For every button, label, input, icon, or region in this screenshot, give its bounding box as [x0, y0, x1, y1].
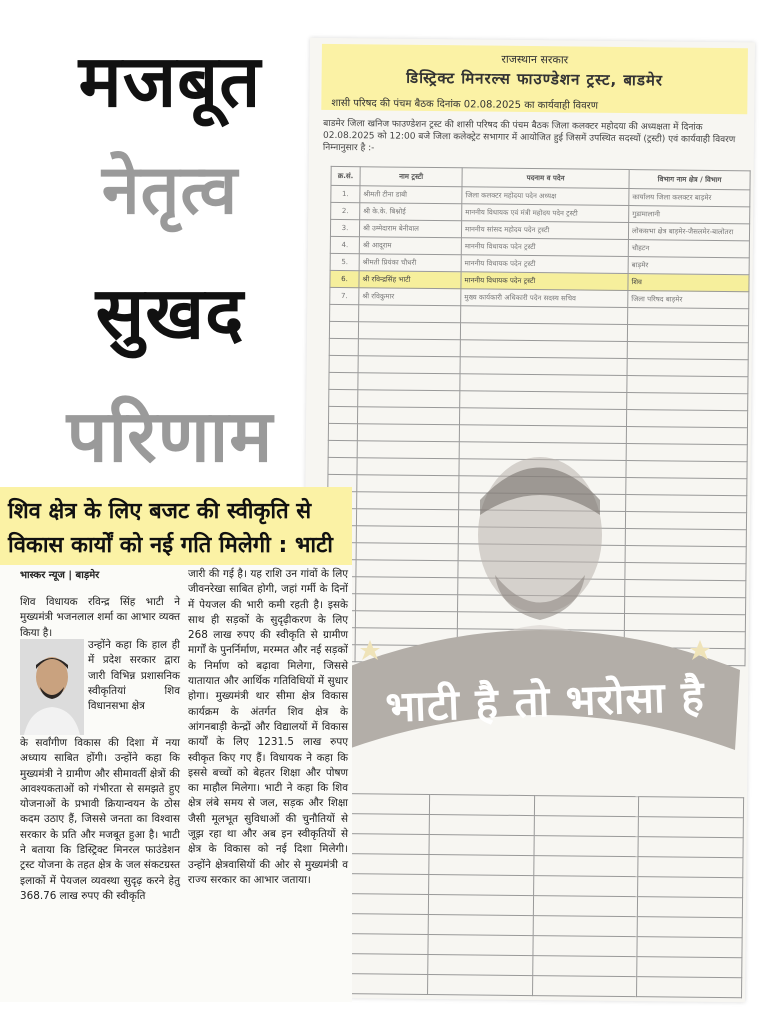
table-cell [627, 376, 748, 394]
table-cell: माननीय विधायक पदेन ट्रस्टी [461, 255, 628, 274]
table-cell [459, 408, 626, 427]
table-cell: गुडामालानी [629, 206, 750, 224]
table-cell [627, 393, 748, 411]
news-headline-box [0, 487, 352, 565]
table-cell [637, 977, 742, 998]
table-cell [329, 372, 358, 389]
table-cell: 6. [330, 270, 359, 287]
table-cell [329, 338, 358, 355]
table-cell: 1. [331, 185, 360, 202]
table-header: नाम ट्रस्टी [360, 167, 462, 187]
table-cell [627, 325, 748, 343]
table-cell [429, 814, 534, 835]
table-cell [358, 390, 460, 408]
table-cell [627, 342, 748, 360]
table-cell [532, 956, 637, 977]
table-cell [628, 308, 749, 326]
table-cell [460, 323, 627, 342]
table-cell: श्री रविन्द्रसिंह भाटी [359, 271, 461, 289]
table-cell: मुख्य कार्यकारी अधिकारी पदेन सदस्य सचिव [461, 289, 628, 308]
news-byline: भास्कर न्यूज | बाड़मेर [20, 570, 100, 581]
news-paragraph: जारी की गई है। यह राशि उन गांवों के लिए जीवनरेखा साबित होगी, जहां गर्मी के दिनों में पेयजल की भारी कमी रहती है। इसके साथ ही सड़कों के सुदृढ़ीकरण के लिए 268 लाख रुपए की स्वीकृति से ग्रामीण मार्गों के पुनर्निर्माण, मरम्मत और नई सड़कों के निर्माण को बढ़ावा मिलेगा, जिससे यातायात और आर्थिक गतिविधियों में सुधार होगा। मुख्यमंत्री थार सीमा क्षेत्र विकास कार्यक्रम के अंतर्गत शिव क्षेत्र के आंगनबाड़ी केन्द्रों और विद्यालयों में विकास कार्यों के लिए 1231.5 लाख रुपए स्वीकृत किए गए हैं। विधायक ने कहा कि इससे बच्चों को बेहतर शिक्षा और पोषण का माहौल मिलेगा। भाटी ने कहा कि शिव क्षेत्र लंबे समय से जल, सड़क और शिक्षा जैसी मूलभूत सुविधाओं की चुनौतियों से जूझ रहा था और अब इन स्वीकृतियों से क्षेत्र के विकास को नई दिशा मिलेगी। उन्होंने क्षेत्रवासियों की ओर से मुख्यमंत्री व राज्य सरकार का आभार जताया। [188, 568, 348, 886]
table-cell [328, 423, 357, 440]
table-cell [532, 976, 637, 997]
table-cell [329, 389, 358, 406]
table-header: क्र.सं. [331, 166, 360, 185]
table-cell [429, 834, 534, 855]
table-cell [429, 794, 534, 815]
table-cell [639, 797, 744, 818]
document-govt: राजस्थान सरकार [501, 52, 569, 67]
table-cell [533, 896, 638, 917]
table-cell [428, 914, 533, 935]
table-cell: 3. [330, 219, 359, 236]
news-paragraph: के सर्वांगीण विकास की दिशा में नया अध्याय साबित होंगी। उन्होंने कहा कि मुख्यमंत्री ने ग्रामीण और सीमावर्ती क्षेत्रों की आवश्यकताओं को गंभीरता से समझते हुए योजनाओं के प्रभावी क्रियान्वयन के ठोस कदम उठाए हैं, जिससे जनता का विश्वास सरकार के प्रति और मजबूत हुआ है। भाटी ने बताया कि डिस्ट्रिक्ट मिनरल फाउंडेशन ट्रस्ट योजना के तहत क्षेत्र के जल संकटग्रस्त इलाकों में पेयजल व्यवस्था सुदृढ़ करने हेतु 368.76 लाख रुपए की स्वीकृति [20, 737, 180, 902]
table-cell [358, 356, 460, 374]
table-cell: 4. [330, 236, 359, 253]
table-cell: माननीय विधायक पदेन ट्रस्टी [461, 272, 628, 291]
table-cell [358, 373, 460, 391]
table-cell [429, 854, 534, 875]
table-cell [329, 355, 358, 372]
table-cell [626, 495, 747, 513]
document-subject: शासी परिषद की पंचम बैठक दिनांक 02.08.2025 का कार्यवाही विवरण [331, 97, 599, 112]
table-cell: माननीय विधायक पदेन ट्रस्टी [461, 238, 628, 257]
table-cell [626, 427, 747, 445]
table-cell [460, 357, 627, 376]
table-cell [534, 816, 639, 837]
table-cell [533, 836, 638, 857]
headline-word-4: परिणाम [66, 394, 274, 478]
news-paragraph: उन्होंने कहा कि हाल ही में प्रदेश सरकार द्वारा जारी विभिन्न प्रशासनिक स्वीकृतियां शिव विधानसभा क्षेत्र [88, 639, 180, 713]
table-cell [358, 322, 460, 340]
table-cell [533, 856, 638, 877]
table-cell [626, 410, 747, 428]
document-intro: बाडमेर जिला खनिज फाउण्डेशन ट्रस्ट की शासी परिषद की पंचम बैठक जिला कलक्टर महोदया की अध्यक्षता में दिनांक 02.08.2025 को 12:00 बजे जिला कलेक्ट्रेट सभागार में आयोजित हुई जिसमें उपस्थित सदस्यों (ट्रस्टी) एवं कार्यवाही विवरण निम्नानुसार है :- [322, 118, 736, 154]
table-cell [625, 546, 746, 564]
table-cell [460, 340, 627, 359]
table-cell [328, 440, 357, 457]
slogan-text: भाटी है तो भरोसा है [384, 671, 706, 732]
table-header: विभाग नाम क्षेत्र / विभाग [629, 170, 750, 190]
table-cell [428, 934, 533, 955]
table-cell [329, 321, 358, 338]
table-cell: श्रीमती प्रियंका चौधरी [359, 254, 461, 272]
table-cell [460, 374, 627, 393]
document-trust-name: डिस्ट्रिक्ट मिनरल्स फाउण्डेशन ट्रस्ट, बाडमेर [406, 68, 664, 90]
table-cell [428, 894, 533, 915]
headline-word-2: नेतृत्व [101, 151, 239, 230]
table-header: पदनाम व पदेन [462, 168, 629, 189]
table-cell: कार्यालय जिला कलक्टर बाड़मेर [629, 189, 750, 207]
table-cell [359, 305, 461, 323]
table-cell: जिला कलक्टर महोदया पदेन अध्यक्ष [462, 187, 629, 206]
trustee-table-continued [322, 793, 744, 998]
table-cell: चौहटन [628, 240, 749, 258]
table-cell [626, 478, 747, 496]
table-cell: श्रीमती टीना डाबी [360, 186, 462, 204]
table-cell [637, 937, 742, 958]
table-cell: 2. [331, 202, 360, 219]
table-cell [625, 580, 746, 598]
table-cell: माननीय विधायक एवं मंत्री महोदय पदेन ट्रस्टी [462, 204, 629, 223]
table-cell: जिला परिषद बाड़मेर [628, 291, 749, 309]
table-cell [533, 916, 638, 937]
table-cell [460, 391, 627, 410]
document-header [321, 44, 748, 114]
table-cell [638, 817, 743, 838]
table-cell: लोकसभा क्षेत्र बाड़मेर-जैसलमेर-बालोतरा [628, 223, 749, 241]
table-cell [461, 306, 628, 325]
table-cell [532, 936, 637, 957]
table-cell [625, 597, 746, 615]
table-cell [328, 457, 357, 474]
table-cell [626, 461, 747, 479]
news-paragraph: शिव विधायक रविन्द्र सिंह भाटी ने मुख्यमंत्री भजनलाल शर्मा का आभार व्यक्त किया है। [20, 596, 180, 639]
table-cell: बाड़मेर [628, 257, 749, 275]
table-cell: 5. [330, 253, 359, 270]
headline-word-3: सुखद [95, 271, 245, 355]
person-photo-icon [20, 639, 84, 735]
table-cell: 7. [330, 287, 359, 304]
table-cell: माननीय सांसद महोदय पदेन ट्रस्टी [461, 221, 628, 240]
table-cell [427, 974, 532, 995]
table-cell [427, 954, 532, 975]
table-cell [534, 796, 639, 817]
table-cell [638, 897, 743, 918]
table-cell: श्री आदूराम [359, 237, 461, 255]
table-cell [330, 304, 359, 321]
table-cell [329, 406, 358, 423]
table-cell [428, 874, 533, 895]
table-cell [638, 837, 743, 858]
table-cell [638, 877, 743, 898]
table-cell [637, 957, 742, 978]
table-cell [627, 359, 748, 377]
table-cell [625, 563, 746, 581]
table-cell: श्री उम्मेदाराम बेनीवाल [359, 220, 461, 238]
table-cell [358, 339, 460, 357]
table-cell [637, 917, 742, 938]
table-row [323, 973, 742, 997]
table-cell [626, 444, 747, 462]
table-cell [625, 512, 746, 530]
table-cell [638, 857, 743, 878]
table-cell: श्री रविकुमार [359, 288, 461, 306]
headline-word-1: मजबूत [78, 39, 262, 123]
news-photo [20, 639, 84, 735]
table-cell: शिव [628, 274, 749, 292]
table-cell [625, 529, 746, 547]
newspaper-clipping [0, 487, 352, 1002]
table-cell: श्री के.के. बिश्नोई [360, 203, 462, 221]
table-cell [533, 876, 638, 897]
table-cell [357, 407, 459, 425]
news-headline: शिव क्षेत्र के लिए बजट की स्वीकृति से विकास कार्यों को नई गति मिलेगी : भाटी [8, 499, 333, 558]
